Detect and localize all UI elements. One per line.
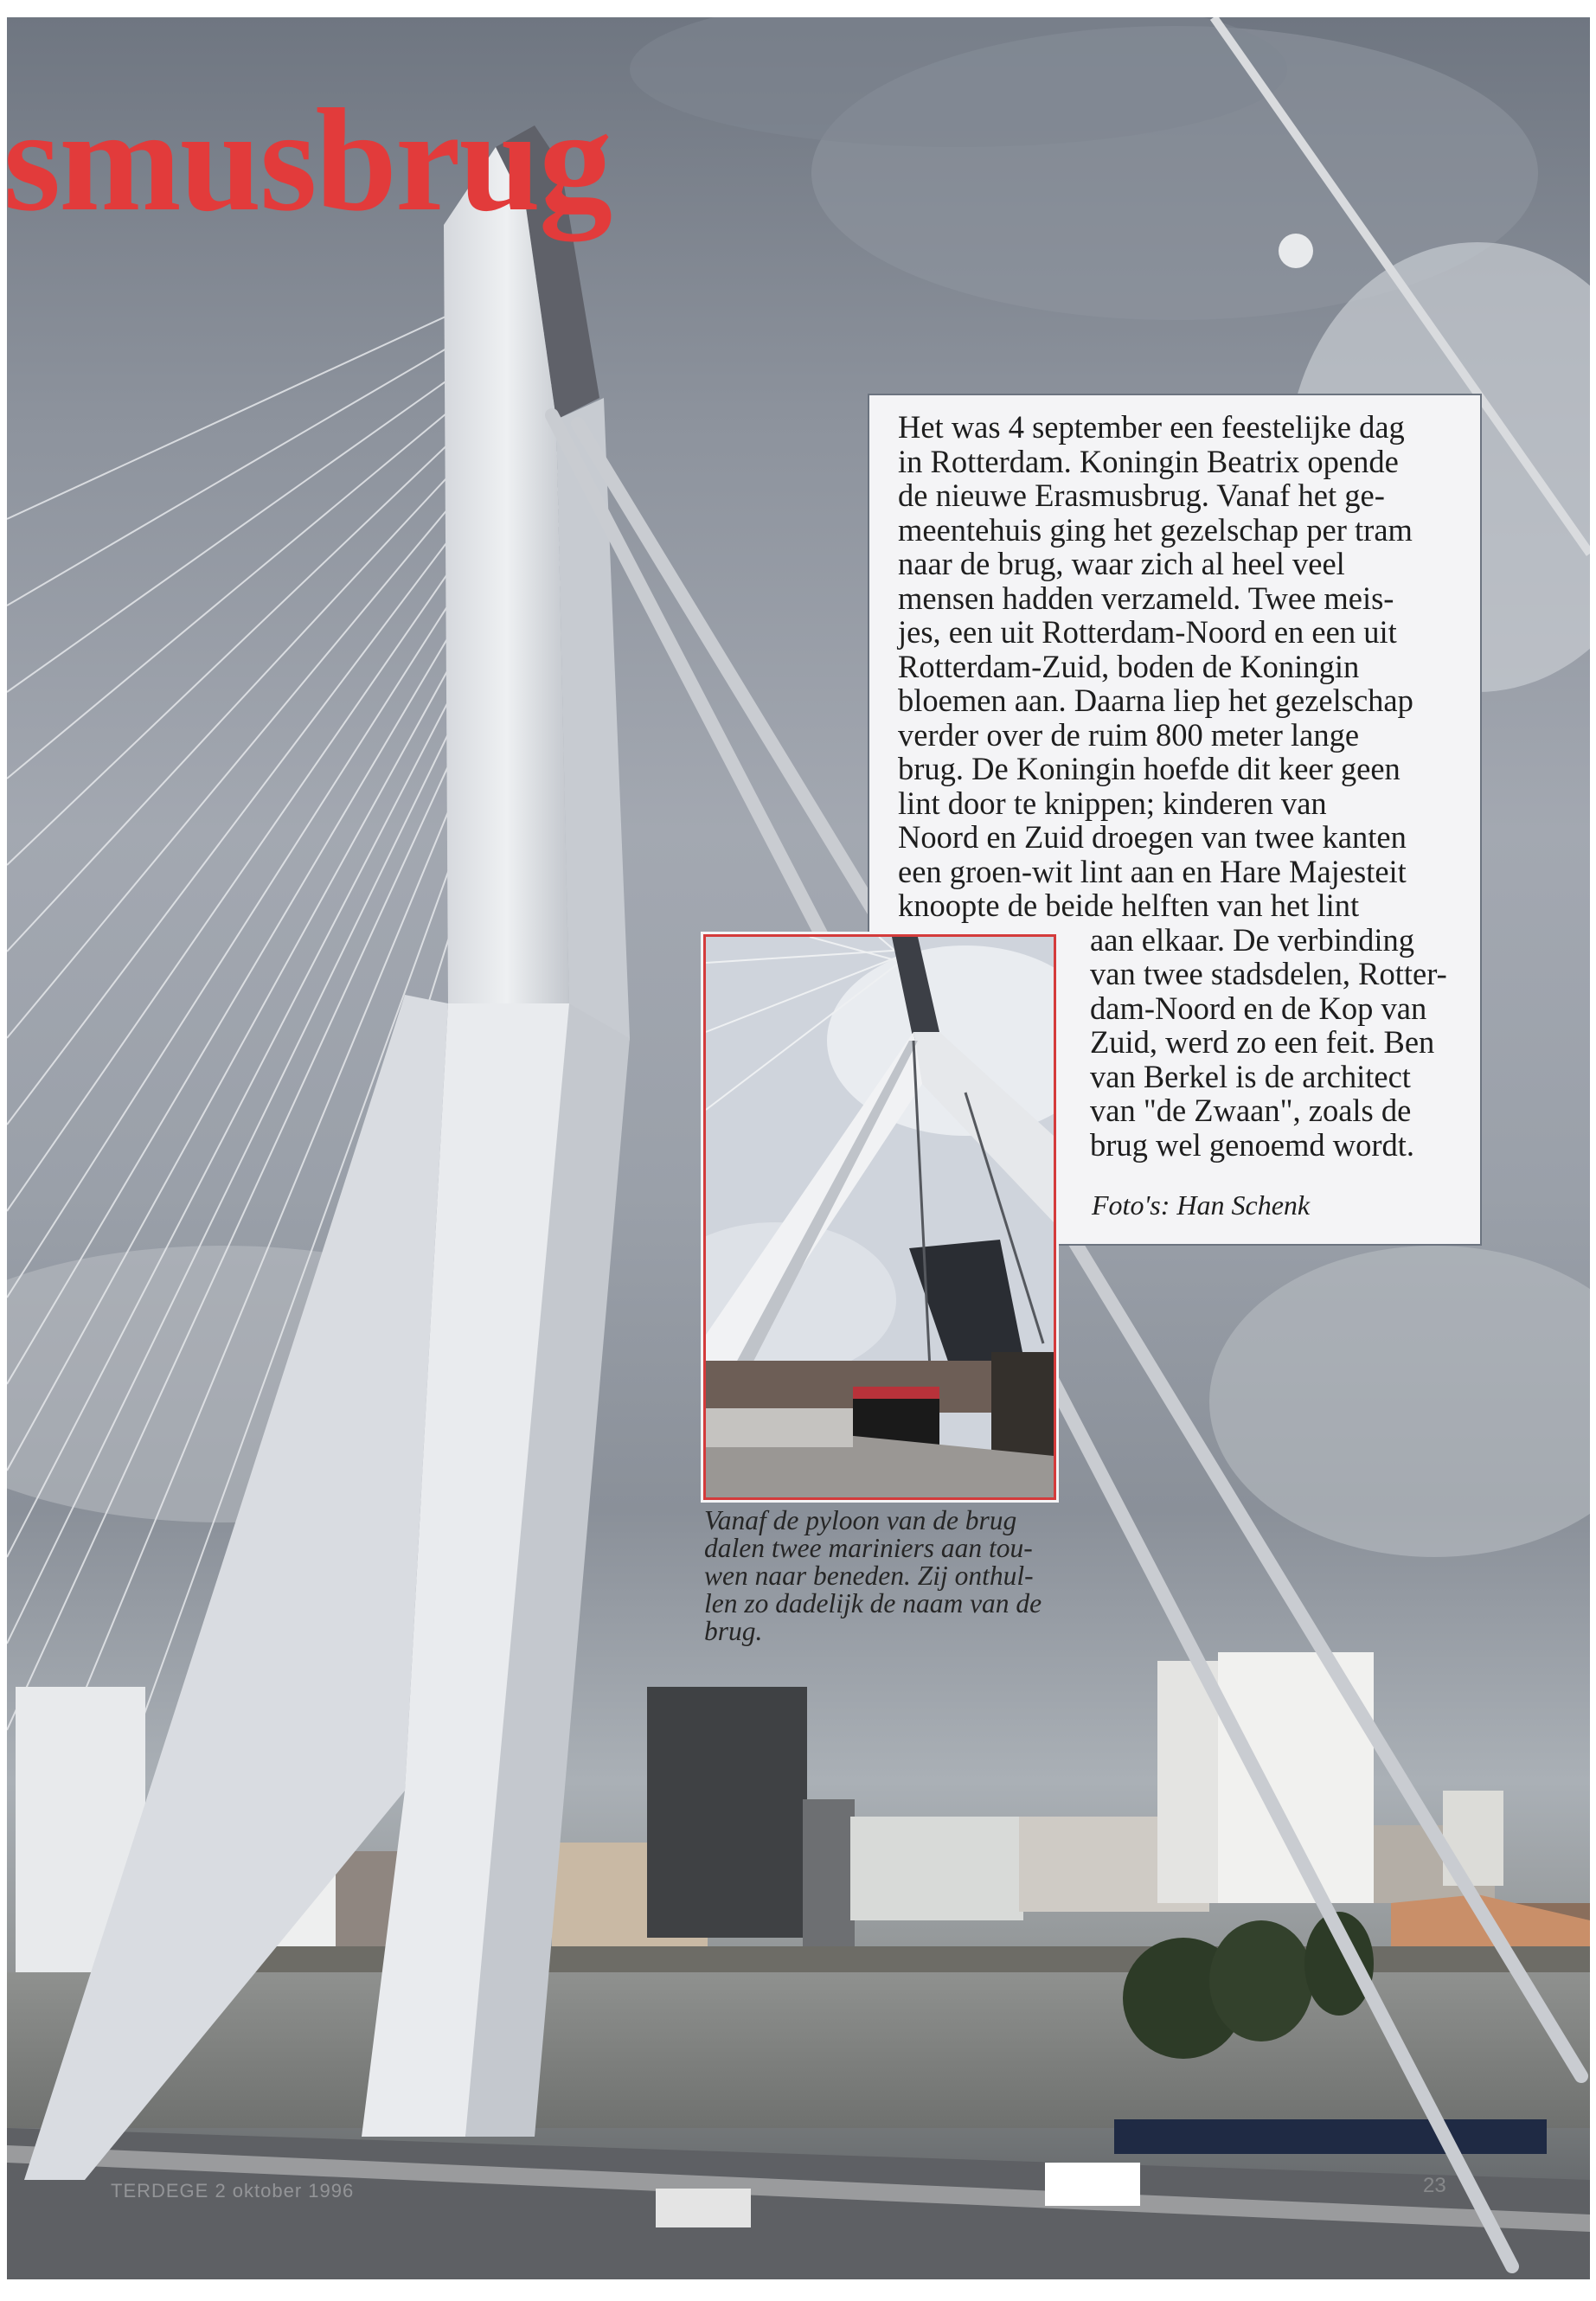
article-line: Noord en Zuid droegen van twee kanten (898, 819, 1407, 855)
article-line: in Rotterdam. Koningin Beatrix opende (898, 443, 1399, 479)
caption-line: dalen twee mariniers aan tou- (704, 1533, 1033, 1563)
page-number: 23 (1423, 2174, 1446, 2197)
article-line: dam-Noord en de Kop van (1090, 990, 1427, 1026)
article-line: van "de Zwaan", zoals de (1090, 1093, 1412, 1128)
article-line: bloemen aan. Daarna liep het gezelschap (898, 683, 1413, 718)
article-line: de nieuwe Erasmusbrug. Vanaf het ge- (898, 478, 1385, 513)
caption-line: len zo dadelijk de naam van de (704, 1588, 1042, 1618)
caption-line: Vanaf de pyloon van de brug (704, 1505, 1017, 1535)
article-line: van Berkel is de architect (1090, 1058, 1411, 1094)
article-line: meentehuis ging het gezelschap per tram (898, 511, 1413, 548)
article-line: Zuid, werd zo een feit. Ben (1090, 1024, 1435, 1060)
inset-photo-frame (701, 932, 1059, 1503)
article-line: Het was 4 september een feestelijke dag (898, 409, 1405, 445)
caption-line: wen naar beneden. Zij onthul- (704, 1561, 1034, 1591)
article-line: naar de brug, waar zich al heel veel (898, 546, 1345, 581)
photo-credit: Foto's: Han Schenk (1092, 1189, 1311, 1221)
article-line: knoopte de beide helften van het lint (898, 888, 1360, 923)
article-line: jes, een uit Rotterdam-Noord en een uit (898, 614, 1397, 650)
page-title: smusbrug (3, 79, 612, 241)
article-line: een groen-wit lint aan en Hare Majesteit (898, 853, 1407, 889)
article-line: verder over de ruim 800 meter lange (898, 716, 1360, 753)
inset-photo (703, 934, 1056, 1500)
article-line: brug wel genoemd wordt. (1090, 1126, 1415, 1163)
article-line: brug. De Koningin hoefde dit keer geen (898, 751, 1401, 786)
article-line: Rotterdam-Zuid, boden de Koningin (898, 648, 1360, 684)
article-line: mensen hadden verzameld. Twee meis- (898, 580, 1394, 616)
inset-photo-graphic (706, 937, 1054, 1497)
photo-caption (704, 1507, 1067, 1645)
article-line: van twee stadsdelen, Rotter- (1090, 956, 1447, 991)
caption-line: brug. (704, 1616, 763, 1646)
article-line: lint door te knippen; kinderen van (898, 785, 1327, 821)
article-line: aan elkaar. De verbinding (1090, 921, 1414, 958)
publication-footer: TERDEGE 2 oktober 1996 (111, 2180, 355, 2202)
